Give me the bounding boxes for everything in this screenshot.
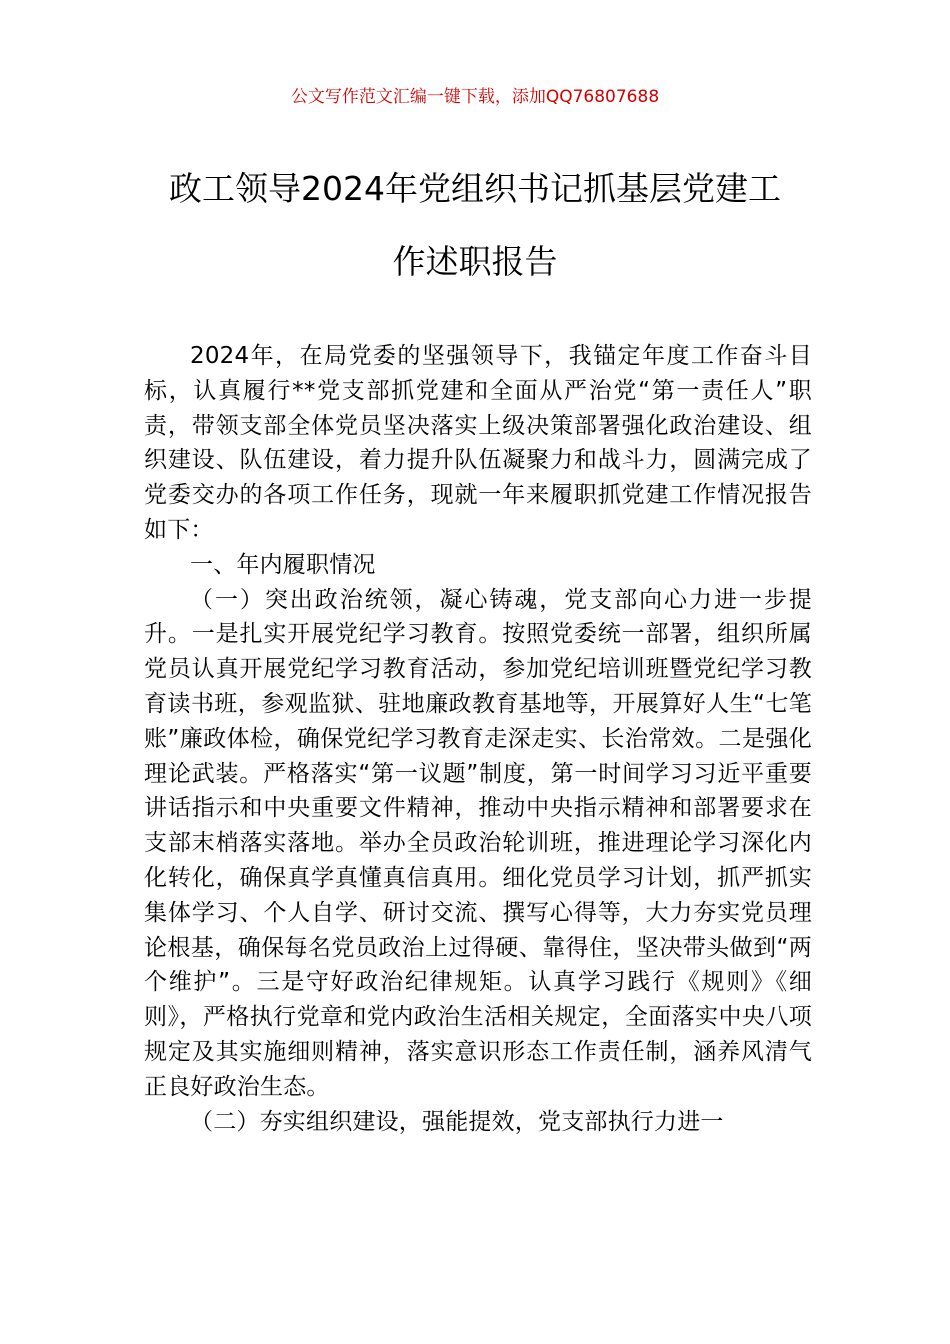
- document-title: [100, 152, 850, 298]
- paragraph-intro: 2024年，在局党委的坚强领导下，我锚定年度工作奋斗目标，认真履行**党支部抓党建和全面从严治党“第一责任人”职责，带领支部全体党员坚决落实上级决策部署强化政治建设、组织建设、队伍建设，着力提升队伍凝聚力和战斗力，圆满完成了党委交办的各项工作任务，现就一年来履职抓党建工作情况报告如下：: [144, 343, 812, 543]
- title-line-2: 作述职报告: [392, 242, 558, 281]
- promo-banner: 公文写作范文汇编一键下载，添加QQ76807688: [290, 87, 660, 107]
- document-body: [144, 339, 812, 1139]
- section-heading: 一、年内履职情况: [190, 551, 376, 578]
- paragraph-section-1: （一）突出政治统领，凝心铸魂，党支部向心力进一步提升。一是扎实开展党纪学习教育。按照党委统一部署，组织所属党员认真开展党纪学习教育活动，参加党纪培训班暨党纪学习教育读书班，参观监狱、驻地廉政教育基地等，开展算好人生“七笔账”廉政体检，确保党纪学习教育走深走实、长治常效。二是强化理论武装。严格落实“第一议题”制度，第一时间学习习近平重要讲话指示和中央重要文件精神，推动中央指示精神和部署要求在支部末梢落实落地。举办全员政治轮训班，推进理论学习深化内化转化，确保真学真懂真信真用。细化党员学习计划，抓严抓实集体学习、个人自学、研讨交流、撰写心得等，大力夯实党员理论根基，确保每名党员政治上过得硬、靠得住，坚决带头做到“两个维护”。三是守好政治纪律规矩。认真学习践行《规则》《细则》，严格执行党章和党内政治生活相关规定，全面落实中央八项规定及其实施细则精神，落实意识形态工作责任制，涵养风清气正良好政治生态。: [144, 586, 812, 1100]
- paragraph-section-2: （二）夯实组织建设，强能提效，党支部执行力进一: [190, 1108, 724, 1135]
- title-line-1: 政工领导2024年党组织书记抓基层党建工: [169, 169, 781, 208]
